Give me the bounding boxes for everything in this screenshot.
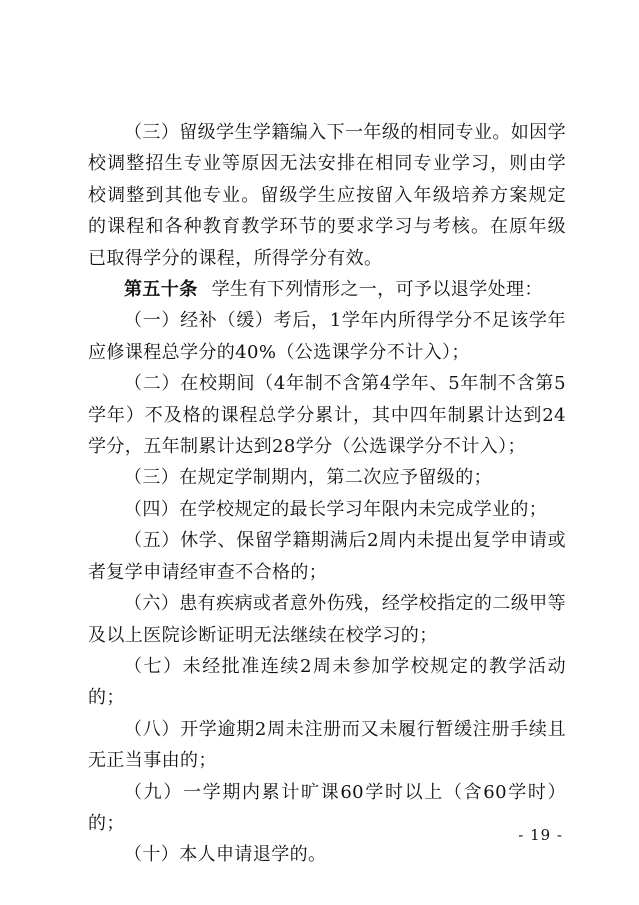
article-heading: 第五十条	[124, 279, 198, 301]
withdrawal-item-8: （八）开学逾期2周未注册而又未履行暂缓注册手续且无正当事由的；	[88, 718, 566, 772]
withdrawal-item-10: （十）本人申请退学的。	[124, 844, 327, 866]
withdrawal-item-5: （五）休学、保留学籍期满后2周内未提出复学申请或者复学申请经审查不合格的；	[88, 530, 566, 583]
document-body	[88, 117, 566, 871]
withdrawal-item-9: （九）一学期内累计旷课60学时以上（含60学时）的；	[88, 781, 566, 834]
withdrawal-item-2: （二）在校期间（4年制不含第4学年、5年制不含第5学年）不及格的课程总学分累计，其中四年制累计达到24学分，五年制累计达到28学分（公选课学分不计入）；	[88, 373, 566, 458]
article-50-intro	[88, 274, 566, 305]
paragraph-retention-3: （三）留级学生学籍编入下一年级的相同专业。如因学校调整招生专业等原因无法安排在相同专业学习，则由学校调整到其他专业。留级学生应按留入年级培养方案规定的课程和各种教育教学环节的要求学习与考核。在原年级已取得学分的课程，所得学分有效。	[88, 122, 566, 269]
page-number: - 19 -	[518, 826, 563, 844]
withdrawal-item-4: （四）在学校规定的最长学习年限内未完成学业的；	[124, 498, 548, 520]
withdrawal-item-1: （一）经补（缓）考后，1学年内所得学分不足该学年应修课程总学分的40%（公选课学分不计入）；	[88, 310, 566, 363]
withdrawal-item-7: （七）未经批准连续2周未参加学校规定的教学活动的；	[88, 655, 566, 709]
article-intro-text: 学生有下列情形之一，可予以退学处理：	[211, 279, 543, 301]
withdrawal-item-6: （六）患有疾病或者意外伤残，经学校指定的二级甲等及以上医院诊断证明无法继续在校学习的；	[88, 593, 566, 646]
withdrawal-item-3: （三）在规定学制期内，第二次应予留级的；	[124, 467, 492, 489]
